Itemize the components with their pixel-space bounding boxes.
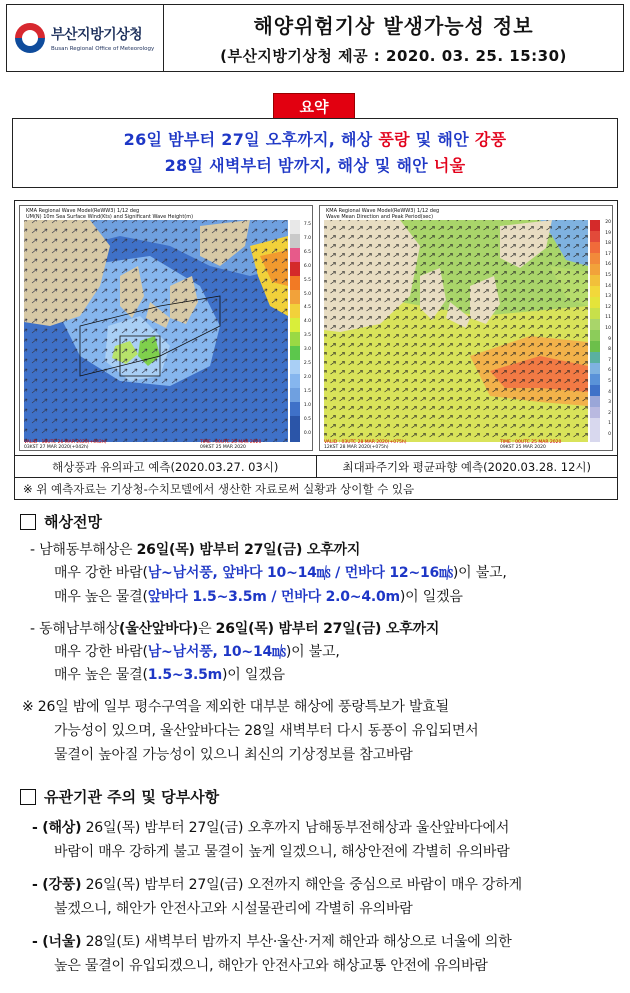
wind-wave-height-map <box>19 205 313 451</box>
header <box>6 4 624 72</box>
advisory-item-2-line-1: - (강풍) 26일(목) 밤부터 27일(금) 오전까지 해안을 중심으로 바람이 매우 강하게 <box>32 877 522 893</box>
init-time-right: TIME : 00UTC 25 MAR 2020 09KST 25 MAR 2020 <box>500 440 562 450</box>
map-captions <box>14 456 618 478</box>
summary-line-1: 26일 밤부터 27일 오후까지, 해상 풍랑 및 해안 강풍 <box>123 130 507 149</box>
advisory-item-1-line-1: - (해상) 26일(목) 밤부터 27일(금) 오후까지 남해동부전해상과 울산앞바다에서 <box>32 820 510 836</box>
outlook-note-line-1: ※ 26일 밤에 일부 평수구역을 제외한 대부분 해상에 풍랑특보가 발효될 <box>22 699 449 715</box>
forecast-data-note: ※ 위 예측자료는 기상청-수치모델에서 생산한 자료로써 실황과 상이할 수 있음 <box>14 478 618 500</box>
advisory-section-title: 유관기관 주의 및 당부사항 <box>20 786 219 807</box>
map-caption-right: 최대파주기와 평균파향 예측(2020.03.28. 12시) <box>316 456 618 477</box>
summary-line-2: 28일 새벽부터 밤까지, 해상 및 해안 너울 <box>164 156 466 175</box>
advisory-item-3-line-1: - (너울) 28일(토) 새벽부터 밤까지 부산·울산·거제 해안과 해상으로 너울에 의한 <box>32 934 512 950</box>
wave-period-direction-map <box>319 205 613 451</box>
checkbox-square-icon <box>20 514 36 530</box>
valid-time-right: VALID : 03UTC 28 MAR 2020(+075h) 12KST 28 MAR 2020(+075h) <box>324 440 407 450</box>
page-title: 해양위험기상 발생가능성 정보 <box>253 14 534 38</box>
summary-tab: 요약 <box>273 93 355 119</box>
outlook-note-line-3: 물결이 높아질 가능성이 있으니 최신의 기상정보를 참고바람 <box>54 747 413 763</box>
advisory-item-2-line-2: 불겠으니, 해안가 안전사고와 시설물관리에 각별히 유의바람 <box>54 901 413 917</box>
outlook-item-2-line-2: 매우 강한 바람(남~남서풍, 10~14㎧)이 불고, <box>54 644 340 660</box>
outlook-item-1-line-2: 매우 강한 바람(남~남서풍, 앞바다 10~14㎧ / 먼바다 12~16㎧)이 불고, <box>54 565 507 581</box>
outlook-section-title: 해상전망 <box>20 511 102 532</box>
scale-labels-left: 7.5 7.0 6.5 6.0 5.5 5.0 4.5 4.0 3.5 3.0 2.5 2.0 1.5 1.0 0.5 0.0 <box>303 222 311 436</box>
agency-name-en: Busan Regional Office of Meteorology <box>51 46 155 52</box>
outlook-item-2-line-3: 매우 높은 물결(1.5~3.5m)이 일겠음 <box>54 667 285 683</box>
valid-time-left: VALID : 18UTC 26 MAR 2020(+042h) 03KST 27 MAR 2020(+042h) <box>24 440 107 450</box>
summary-box <box>12 118 618 188</box>
outlook-item-1-line-3: 매우 높은 물결(앞바다 1.5~3.5m / 먼바다 2.0~4.0m)이 일겠음 <box>54 589 463 605</box>
checkbox-square-icon <box>20 789 36 805</box>
advisory-item-1-line-2: 바람이 매우 강하게 불고 물결이 높게 일겠으니, 해상안전에 각별히 유의바람 <box>54 844 510 860</box>
scale-labels-right: 20 19 18 17 16 15 14 13 12 11 10 9 8 7 6 5 4 3 2 1 0 <box>605 220 611 437</box>
taegeuk-emblem-icon <box>15 23 45 53</box>
map-caption-left: 해상풍과 유의파고 예측(2020.03.27. 03시) <box>52 459 279 474</box>
outlook-item-1-line-1: - 남해동부해상은 26일(목) 밤부터 27일(금) 오후까지 <box>30 542 361 558</box>
page-subtitle: (부산지방기상청 제공 : 2020. 03. 25. 15:30) <box>220 47 567 65</box>
init-time-left: TIME : 00UTC 25 MAR 2020 09KST 25 MAR 2020 <box>200 440 262 450</box>
advisory-item-3-line-2: 높은 물결이 유입되겠으니, 해안가 안전사고와 해상교통 안전에 유의바람 <box>54 958 488 974</box>
outlook-item-2-line-1: - 동해남부해상(울산앞바다)은 26일(목) 밤부터 27일(금) 오후까지 <box>30 621 440 637</box>
model-label-left: KMA Regional Wave Model(ReWW3) 1/12 deg UM(N) 10m Sea Surface Wind(Kts) and Significant Wave Height(m) <box>26 208 194 220</box>
model-label-right: KMA Regional Wave Model(ReWW3) 1/12 deg Wave Mean Direction and Peak Period(sec) <box>326 208 440 220</box>
agency-name-ko: 부산지방기상청 <box>51 27 143 43</box>
outlook-note-line-2: 가능성이 있으며, 울산앞바다는 28일 새벽부터 다시 동풍이 유입되면서 <box>54 723 479 739</box>
title-box <box>164 4 624 72</box>
agency-logo <box>6 4 164 72</box>
forecast-maps <box>14 200 618 456</box>
